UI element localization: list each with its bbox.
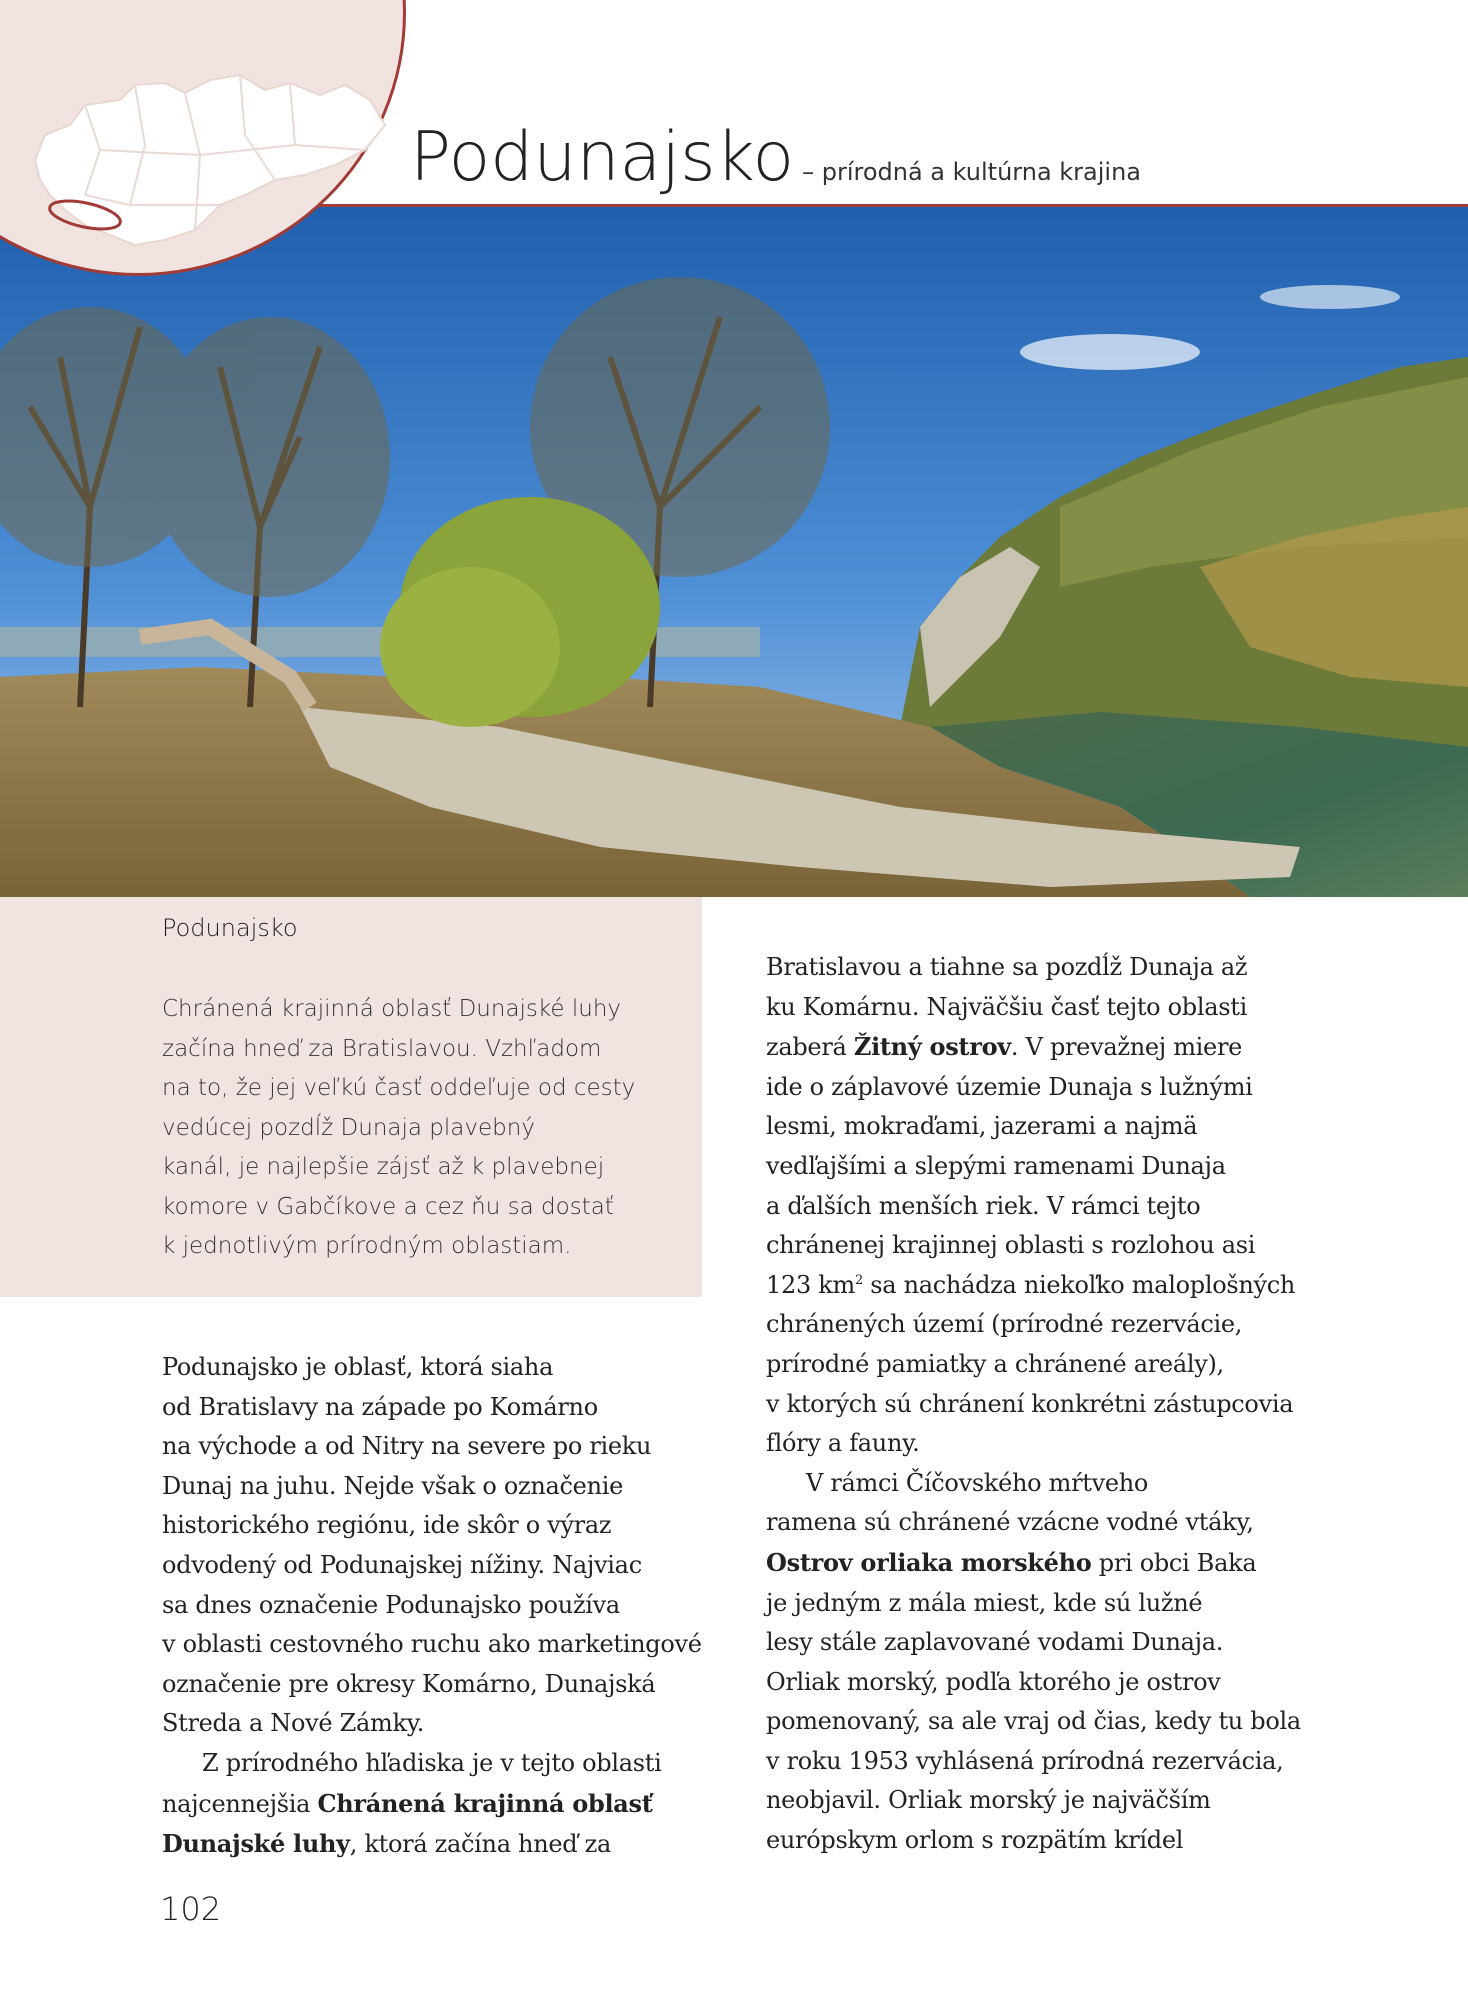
bold-term: Chránená krajinná oblasť (317, 1788, 653, 1818)
text-line: od Bratislavy na západe po Komárno (162, 1392, 598, 1421)
text-line: v roku 1953 vyhlásená prírodná rezervácia, (766, 1746, 1284, 1775)
text-line: ramena sú chránené vzácne vodné vtáky, (766, 1508, 1254, 1537)
text-line (162, 1784, 722, 1825)
page-subtitle: – prírodná a kultúrna krajina (802, 158, 1142, 186)
sidebar-line: komore v Gabčíkove a cez ňu sa dostať (162, 1193, 614, 1220)
left-column (162, 1348, 722, 1865)
sidebar-line: začína hneď za Bratislavou. Vzhľadom (162, 1035, 602, 1062)
text-line: chránených území (prírodné rezervácie, (766, 1310, 1243, 1339)
text-span: 123 km (766, 1270, 855, 1299)
page-title: Podunajsko (410, 118, 795, 197)
text-line (766, 1543, 1326, 1584)
text-line: prírodné pamiatky a chránené areály), (766, 1349, 1224, 1378)
text-line: Orliak morský, podľa ktorého je ostrov (766, 1667, 1221, 1696)
text-line: ide o záplavové územie Dunaja s lužnými (766, 1072, 1253, 1101)
slovakia-map-icon (25, 55, 405, 255)
text-span: najcennejšia (162, 1789, 318, 1818)
superscript: 2 (854, 1272, 863, 1288)
text-span: pri obci Baka (1091, 1548, 1257, 1577)
text-line: vedľajšími a slepými ramenami Dunaja (766, 1151, 1226, 1180)
sidebar-line: k jednotlivým prírodným oblastiam. (162, 1233, 572, 1259)
text-line: Bratislavou a tiahne sa pozdĺž Dunaja až (766, 953, 1248, 981)
sidebar-text (162, 990, 682, 1267)
text-line: Z prírodného hľadiska je v tejto oblasti (202, 1748, 662, 1777)
bold-term: Ostrov orliaka morského (766, 1547, 1092, 1577)
page-number: 102 (160, 1890, 222, 1928)
text-line: je jedným z mála miest, kde sú lužné (766, 1588, 1203, 1617)
text-line: neobjavil. Orliak morský je najväčším (766, 1786, 1211, 1815)
text-line (766, 1266, 1326, 1306)
bold-term: Žitný ostrov (853, 1032, 1011, 1062)
text-span: . V prevažnej miere (1010, 1033, 1243, 1062)
text-line: historického regiónu, ide skôr o výraz (162, 1511, 612, 1540)
bold-term: Dunajské luhy (162, 1829, 350, 1859)
sidebar-line: vedúcej pozdĺž Dunaja plavebný (162, 1114, 535, 1141)
text-line: lesy stále zaplavované vodami Dunaja. (766, 1628, 1224, 1657)
text-line: v ktorých sú chránení konkrétni zástupcovia (766, 1389, 1294, 1418)
text-span: sa nachádza niekoľko maloplošných (862, 1270, 1296, 1299)
text-span: zaberá (766, 1033, 854, 1062)
text-line: odvodený od Podunajskej nížiny. Najviac (162, 1550, 642, 1579)
sidebar-line: Chránená krajinná oblasť Dunajské luhy (162, 996, 622, 1022)
text-line: a ďalších menších riek. V rámci tejto (766, 1191, 1201, 1220)
text-line: Dunaj na juhu. Nejde však o označenie (162, 1471, 624, 1500)
page-title-block (410, 118, 1141, 197)
sidebar-line: kanál, je najlepšie zájsť až k plavebnej (162, 1154, 605, 1180)
text-line: Streda a Nové Zámky. (162, 1709, 425, 1738)
text-line: flóry a fauny. (766, 1429, 920, 1458)
sidebar-line: na to, že jej veľkú časť oddeľuje od cesty (162, 1075, 636, 1101)
text-line: chránenej krajinnej oblasti s rozlohou asi (766, 1231, 1256, 1260)
text-line: lesmi, mokraďami, jazerami a najmä (766, 1112, 1198, 1141)
text-line (162, 1824, 722, 1865)
text-line: sa dnes označenie Podunajsko používa (162, 1590, 620, 1619)
text-line: označenie pre okresy Komárno, Dunajská (162, 1669, 656, 1698)
text-line: V rámci Číčovského mŕtveho (806, 1468, 1149, 1497)
text-span: , ktorá začína hneď za (349, 1830, 612, 1859)
landscape-photo (0, 207, 1468, 897)
text-line: európskym orlom s rozpätím krídel (766, 1826, 1184, 1855)
text-line: Podunajsko je oblasť, ktorá siaha (162, 1353, 554, 1381)
text-line: pomenovaný, sa ale vraj od čias, kedy tu bola (766, 1707, 1301, 1736)
text-line (766, 1027, 1326, 1068)
text-line: na východe a od Nitry na severe po rieku (162, 1432, 652, 1461)
text-line: v oblasti cestovného ruchu ako marketingové (162, 1630, 702, 1659)
right-column (766, 948, 1326, 1861)
text-line: ku Komárnu. Najväčšiu časť tejto oblasti (766, 992, 1247, 1021)
sidebar-heading: Podunajsko (162, 914, 298, 942)
